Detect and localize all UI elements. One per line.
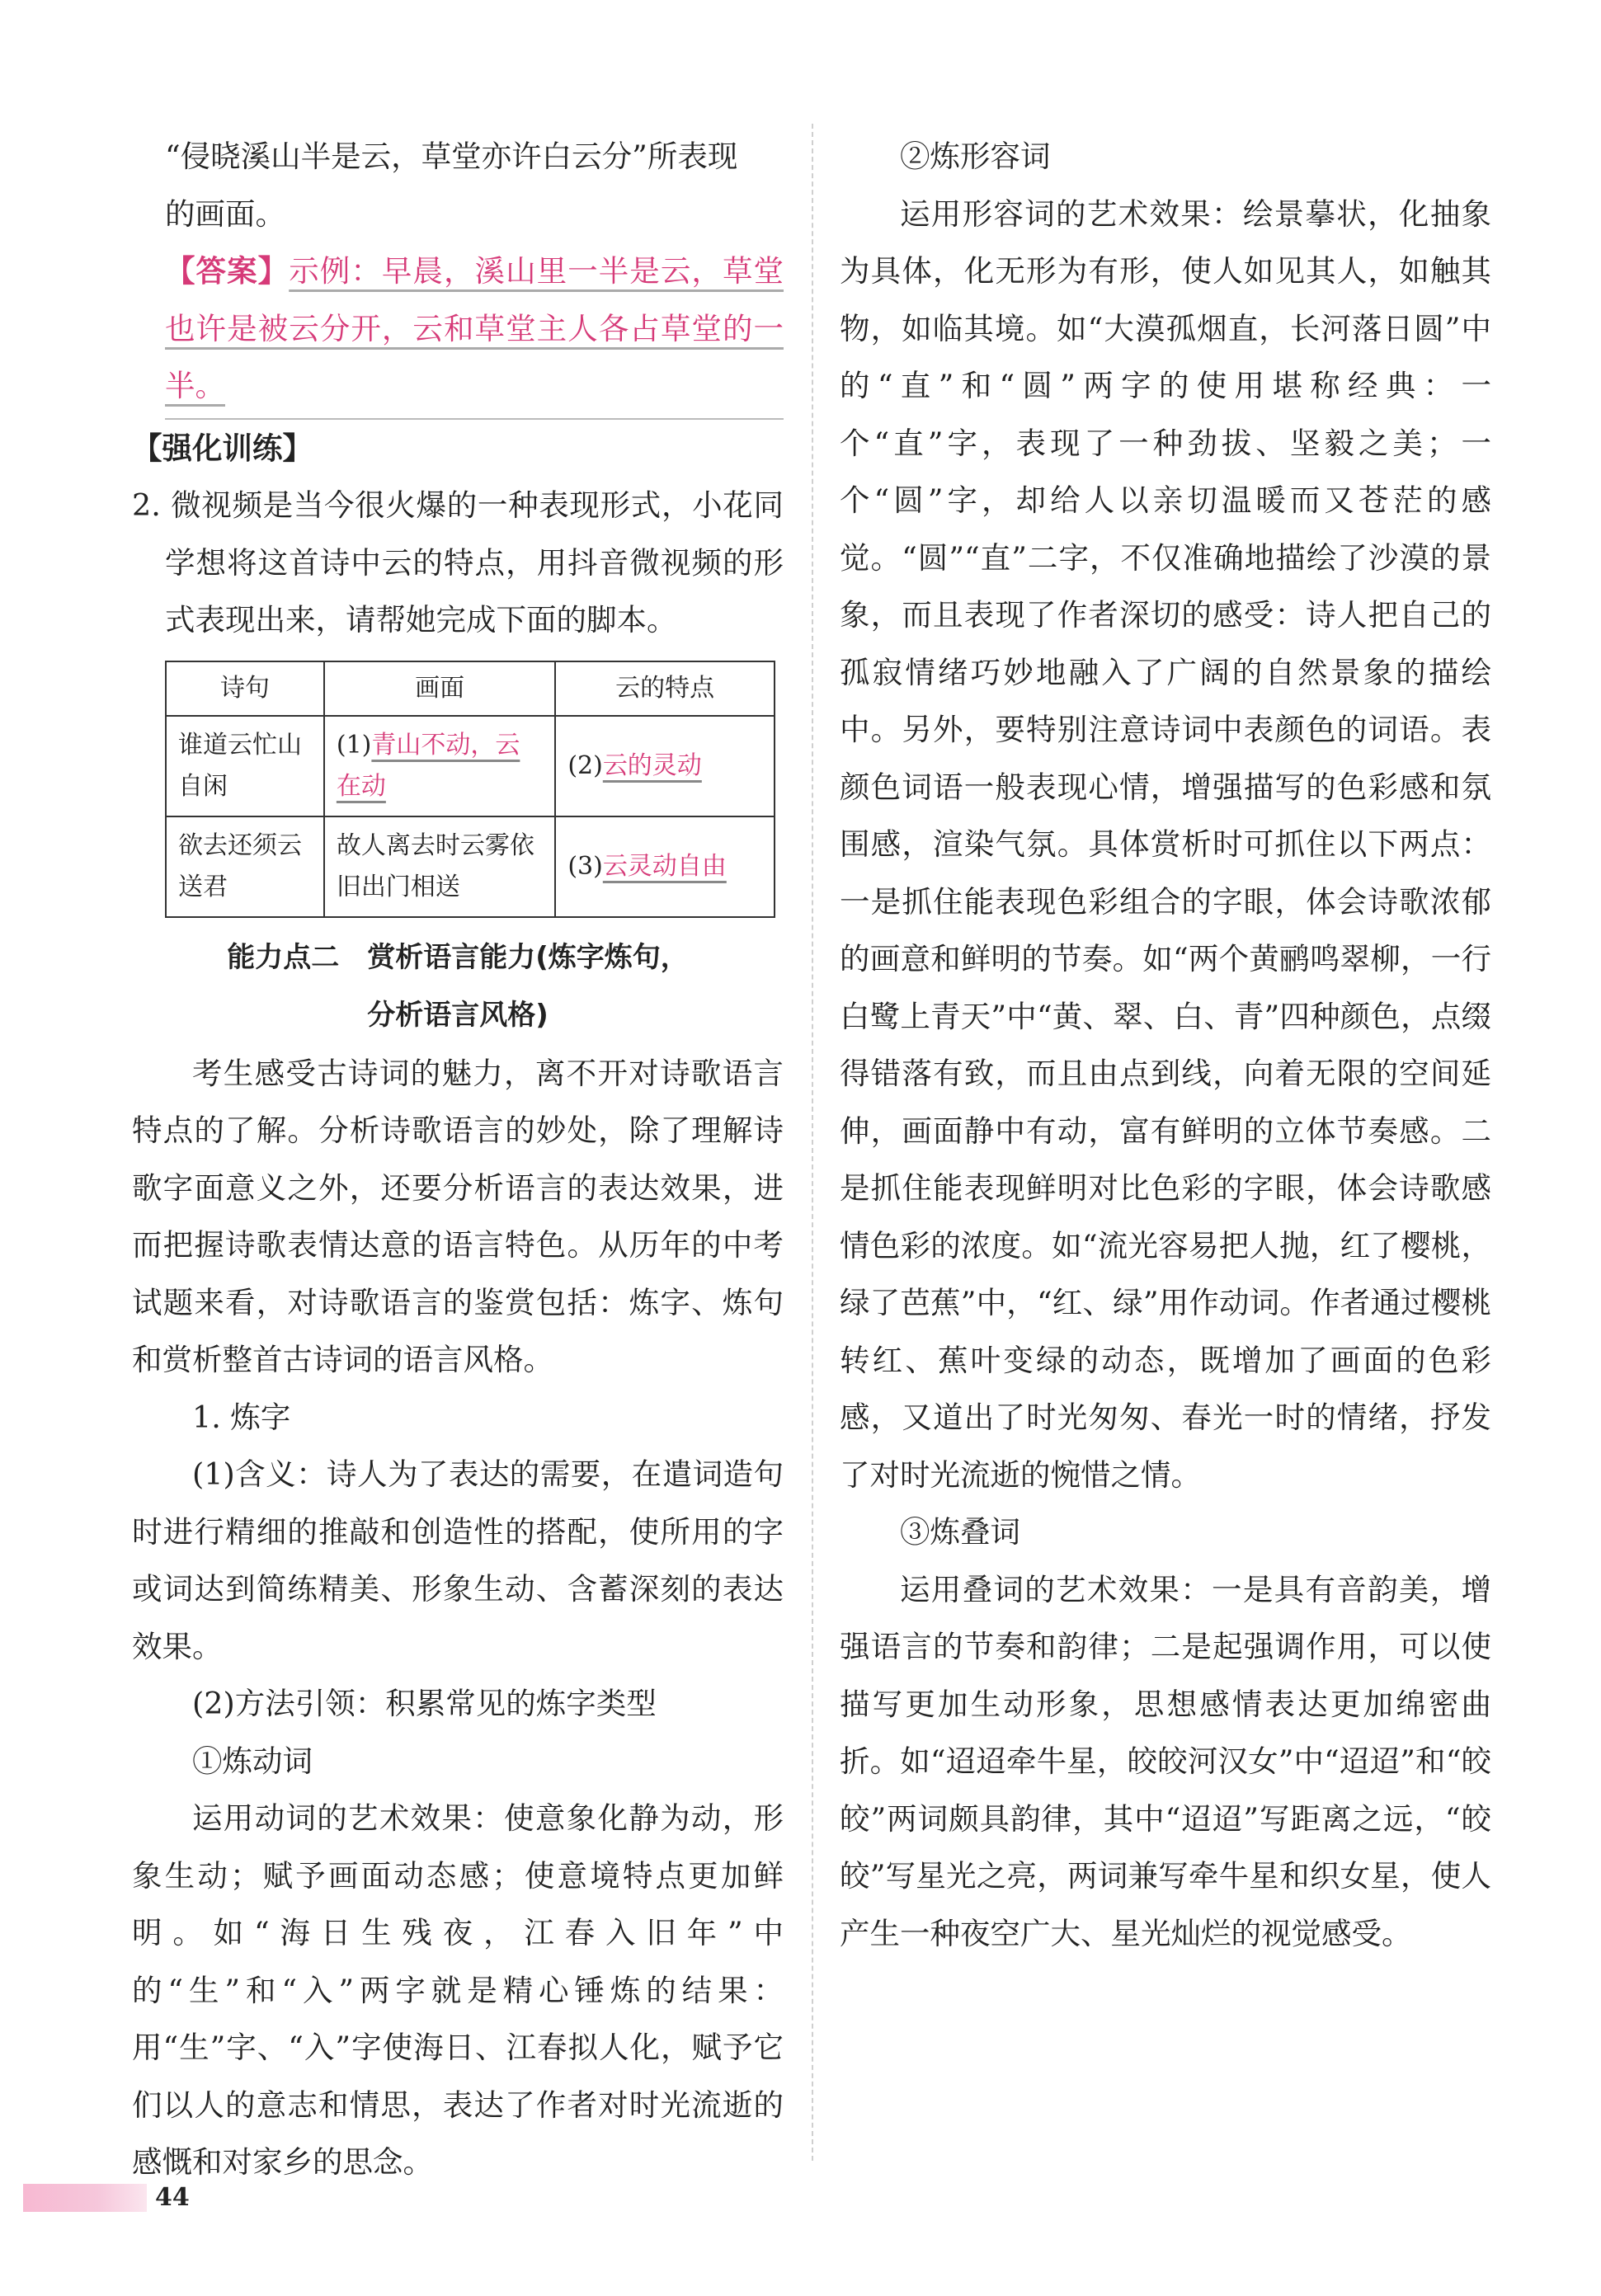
intro-block (132, 128, 784, 242)
answer-fill: 云的灵动 (602, 750, 702, 780)
right-column (840, 128, 1491, 1962)
table-cell-feature: (2)云的灵动 (555, 716, 775, 816)
intro-line-1: “侵晓溪山半是云，草堂亦许白云分”所表现 (165, 139, 738, 174)
item-1-method: (2)方法引领：积累常见的炼字类型 (192, 1686, 657, 1721)
table-cell-poem: 谁道云忙山自闲 (166, 716, 324, 816)
adjective-text: 运用形容词的艺术效果：绘景摹状，化抽象为具体，化无形为有形，使人如见其人，如触其物，如临其境。如“大漠孤烟直，长河落日圆”中的“直”和“圆”两字的使用堪称经典：一个“直”字，表现了一种劲拔、坚毅之美；一个“圆”字，却给人以亲切温暖而又苍茫的感觉。“圆”“直”二字，不仅准确地描绘了沙漠的景象，而且表现了作者深切的感受：诗人把自己的孤寂情绪巧妙地融入了广阔的自然景象的描绘中。另外，要特别注意诗词中表颜色的词语。表颜色词语一般表现心情，增强描写的色彩感和氛围感，渲染气氛。具体赏析时可抓住以下两点：一是抓住能表现色彩组合的字眼，体会诗歌浓郁的画意和鲜明的节奏。如“两个黄鹂鸣翠柳，一行白鹭上青天”中“黄、翠、白、青”四种颜色，点缀得错落有致，而且由点到线，向着无限的空间延伸，画面静中有动，富有鲜明的立体节奏感。二是抓住能表现鲜明对比色彩的字眼，体会诗歌感情色彩的浓度。如“流光容易把人抛，红了樱桃，绿了芭蕉”中，“红、绿”用作动词。作者通过樱桃转红、蕉叶变绿的动态，既增加了画面的色彩感，又道出了时光匆匆、春光一时的情绪，抒发了对时光流逝的惋惜之情。 (840, 195, 1491, 1493)
table-cell-scene: 故人离去时云雾依旧出门相送 (324, 816, 555, 917)
table-row (166, 716, 775, 816)
item-1-definition: (1)含义：诗人为了表达的需要，在遣词造句时进行精细的推敲和创造性的搭配，使所用的字或词达到简练精美、形象生动、含蓄深刻的表达效果。 (132, 1456, 784, 1664)
footer-bar (23, 2184, 147, 2212)
intro-line-2: 的画面。 (165, 195, 285, 232)
left-column (132, 128, 784, 2191)
script-table (165, 661, 775, 918)
table-header-row (166, 661, 775, 716)
item-1-title: 1. 炼字 (192, 1399, 291, 1435)
table-row (166, 816, 775, 917)
table-header-scene: 画面 (324, 661, 555, 716)
column-divider (812, 124, 813, 2161)
question-2: 2. 微视频是当今很火爆的一种表现形式，小花同学想将这首诗中云的特点，用抖音微视频的形式表现出来，请帮她完成下面的脚本。 (132, 487, 784, 638)
answer-fill: 青山不动，云在动 (336, 730, 520, 801)
page-number: 44 (155, 2183, 190, 2212)
verb-text: 运用动词的艺术效果：使意象化静为动，形象生动；赋予画面动态感；使意境特点更加鲜明。如“海日生残夜，江春入旧年”中的“生”和“入”两字就是精心锤炼的结果：用“生”字、“入”字使海日、江春拟人化，赋予它们以人的意志和情思，表达了作者对时光流逝的感慨和对家乡的思念。 (132, 1800, 784, 2180)
table-cell-scene: (1)青山不动，云在动 (324, 716, 555, 816)
table-cell-poem: 欲去还须云送君 (166, 816, 324, 917)
adjective-title: ②炼形容词 (900, 139, 1051, 174)
answer-paragraph (165, 242, 784, 415)
ability-heading-line-2: 分析语言风格) (367, 998, 549, 1032)
reduplication-text: 运用叠词的艺术效果：一是具有音韵美，增强语言的节奏和韵律；二是起强调作用，可以使描写更加生动形象，思想感情表达更加绵密曲折。如“迢迢牵牛星，皎皎河汉女”中“迢迢”和“皎皎”两词颇具韵律，其中“迢迢”写距离之远，“皎皎”写星光之亮，两词兼写牵牛星和织女星，使人产生一种夜空广大、星光灿烂的视觉感受。 (840, 1571, 1491, 1951)
answer-text: 示例：早晨，溪山里一半是云，草堂也许是被云分开，云和草堂主人各占草堂的一半。 (165, 253, 784, 403)
answer-block (165, 242, 784, 420)
answer-fill: 云灵动自由 (602, 851, 727, 881)
table-cell-feature: (3)云灵动自由 (555, 816, 775, 917)
verb-title: ①炼动词 (192, 1743, 313, 1779)
section-tag-reinforce: 【强化训练】 (132, 430, 313, 466)
table-header-feature: 云的特点 (555, 661, 775, 716)
intro-paragraph: 考生感受古诗词的魅力，离不开对诗歌语言特点的了解。分析诗歌语言的妙处，除了理解诗歌字面意义之外，还要分析语言的表达效果，进而把握诗歌表情达意的语言特色。从历年的中考试题来看，对诗歌语言的鉴赏包括：炼字、炼句和赏析整首古诗词的语言风格。 (132, 1055, 784, 1377)
reduplication-title: ③炼叠词 (900, 1514, 1020, 1550)
table-header-poem: 诗句 (166, 661, 324, 716)
answer-tag: 【答案】 (165, 253, 290, 289)
ability-heading-line-1: 能力点二 赏析语言能力(炼字炼句， (227, 940, 689, 974)
